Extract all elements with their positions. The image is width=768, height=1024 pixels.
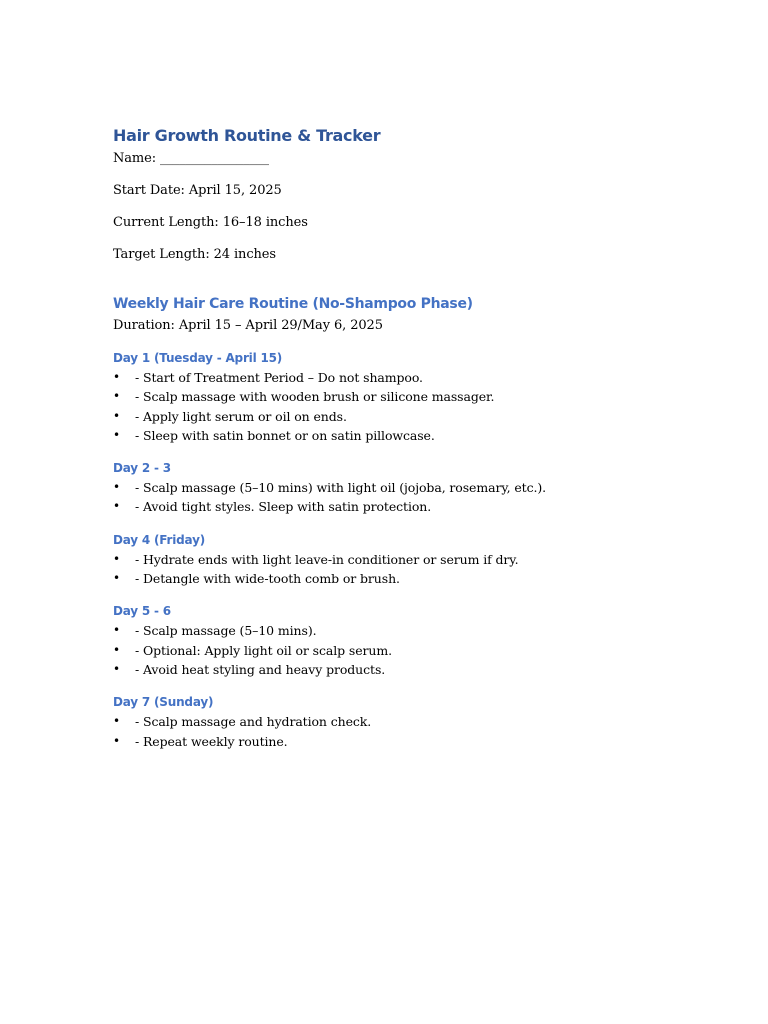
bullet-icon: •	[113, 571, 120, 586]
list-item-text: - Avoid tight styles. Sleep with satin protection.	[135, 499, 432, 515]
bullet-icon: •	[113, 661, 120, 676]
name-field: Name: _________________	[113, 151, 269, 166]
list-item-text: - Scalp massage and hydration check.	[135, 714, 372, 730]
list-item-text: - Apply light serum or oil on ends.	[135, 408, 347, 424]
day-section	[113, 694, 673, 751]
list-item-text: - Repeat weekly routine.	[135, 733, 288, 749]
list-item-text: - Optional: Apply light oil or scalp serum.	[135, 642, 392, 658]
list-item	[113, 712, 673, 731]
bullet-icon: •	[113, 642, 120, 657]
routine-duration: Duration: April 15 – April 29/May 6, 2025	[113, 318, 383, 333]
list-item	[113, 660, 673, 679]
day-heading: Day 4 (Friday)	[113, 532, 205, 547]
list-item	[113, 407, 673, 426]
list-item	[113, 368, 673, 387]
list-item-text: - Hydrate ends with light leave-in conditioner or serum if dry.	[135, 551, 519, 567]
routine-heading: Weekly Hair Care Routine (No-Shampoo Phase)	[113, 296, 473, 312]
day-item-list	[113, 621, 673, 679]
list-item-text: - Start of Treatment Period – Do not shampoo.	[135, 370, 423, 385]
list-item-text: - Scalp massage (5–10 mins).	[135, 623, 317, 639]
bullet-icon: •	[113, 370, 120, 384]
day-heading: Day 1 (Tuesday - April 15)	[113, 351, 283, 365]
bullet-icon: •	[113, 427, 120, 442]
current-length: Current Length: 16–18 inches	[113, 215, 308, 230]
document-page	[113, 125, 673, 751]
list-item	[113, 569, 673, 588]
list-item	[113, 641, 673, 660]
list-item-text: - Sleep with satin bonnet or on satin pillowcase.	[135, 427, 435, 443]
list-item	[113, 550, 673, 569]
day-heading: Day 5 - 6	[113, 604, 171, 619]
list-item	[113, 497, 673, 516]
bullet-icon: •	[113, 389, 120, 404]
list-item	[113, 621, 673, 640]
bullet-icon: •	[113, 623, 120, 638]
bullet-icon: •	[113, 551, 120, 566]
start-date: Start Date: April 15, 2025	[113, 183, 282, 198]
day-item-list	[113, 712, 673, 751]
day-section	[113, 460, 673, 517]
bullet-icon: •	[113, 480, 120, 495]
list-item-text: - Avoid heat styling and heavy products.	[135, 661, 386, 677]
list-item	[113, 732, 673, 751]
bullet-icon: •	[113, 733, 120, 748]
day-heading: Day 7 (Sunday)	[113, 695, 214, 710]
bullet-icon: •	[113, 408, 120, 423]
list-item-text: - Scalp massage (5–10 mins) with light oil (jojoba, rosemary, etc.).	[135, 480, 547, 496]
list-item-text: - Detangle with wide-tooth comb or brush.	[135, 571, 400, 587]
day-section	[113, 350, 673, 445]
list-item	[113, 426, 673, 445]
list-item	[113, 478, 673, 497]
day-item-list	[113, 550, 673, 589]
day-item-list	[113, 478, 673, 517]
day-section	[113, 603, 673, 679]
bullet-icon: •	[113, 499, 120, 514]
target-length: Target Length: 24 inches	[113, 247, 276, 262]
document-title: Hair Growth Routine & Tracker	[113, 126, 381, 145]
bullet-icon: •	[113, 714, 120, 729]
list-item	[113, 387, 673, 406]
day-item-list	[113, 368, 673, 445]
list-item-text: - Scalp massage with wooden brush or silicone massager.	[135, 389, 495, 405]
day-section	[113, 532, 673, 589]
day-heading: Day 2 - 3	[113, 461, 171, 476]
